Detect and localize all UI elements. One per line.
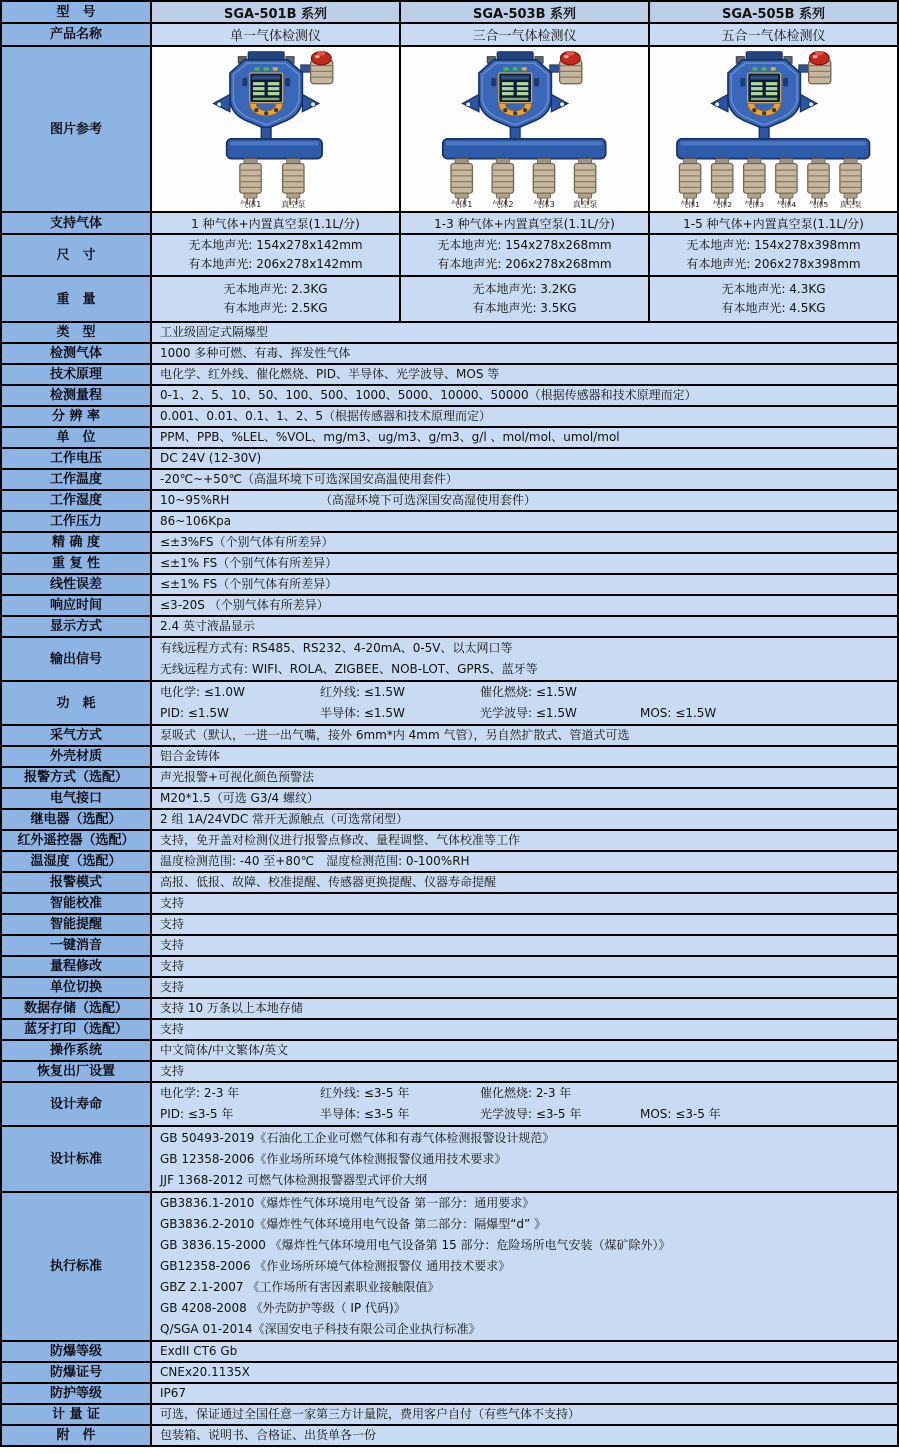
model-row — [2, 2, 897, 22]
dimension-line: 有本地声光: 206x278x142mm — [188, 257, 363, 271]
spec-row-label: 检测气体 — [2, 344, 152, 363]
spec-row-label: 响应时间 — [2, 596, 152, 615]
spec-value-line: 包装箱、说明书、合格证、出货单各一份 — [160, 1428, 377, 1442]
weight-line: 无本地声光: 4.3KG — [721, 282, 826, 296]
sensor-caption: 气体1 — [680, 200, 701, 208]
spec-row-label: 检测量程 — [2, 386, 152, 405]
spec-row-value — [152, 386, 897, 405]
spec-row — [2, 1018, 897, 1039]
spec-value-line — [160, 1083, 897, 1104]
spec-row-value — [152, 344, 897, 363]
spec-row-value — [152, 957, 897, 976]
model-name: SGA-503B 系列 — [401, 2, 650, 22]
spec-row-label: 数据存储（选配） — [2, 999, 152, 1018]
spec-row — [2, 1424, 897, 1445]
spec-row — [2, 871, 897, 892]
spec-row-value — [152, 512, 897, 531]
spec-value-line: GB12358-2006 《作业场所环境气体检测报警仪 通用技术要求》 — [160, 1259, 511, 1273]
spec-row-label: 防爆等级 — [2, 1342, 152, 1361]
spec-row — [2, 766, 897, 787]
gas-detector-image-sga-505b — [672, 50, 874, 208]
spec-row-value — [152, 1020, 897, 1039]
spec-row-label: 温湿度（选配） — [2, 852, 152, 871]
spec-value-line: 泵吸式（默认，一进一出气嘴，接外 6mm*内 4mm 气管），另自然扩散式、管道式可选 — [160, 728, 630, 742]
spec-row — [2, 934, 897, 955]
spec-value-line: 支持，免开盖对检测仪进行报警点修改、量程调整、气体校准等工作 — [160, 833, 521, 847]
spec-value-line: ≤3-20S （个别气体有所差异） — [160, 598, 329, 612]
spec-value-segment: PID: ≤3-5 年 — [160, 1107, 234, 1121]
spec-row-value — [152, 449, 897, 468]
spec-row-label: 恢复出厂设置 — [2, 1062, 152, 1081]
spec-value-line: GB 12358-2006《作业场所环境气体检测报警仪通用技术要求》 — [160, 1151, 507, 1166]
spec-value-segment: 半导体: ≤1.5W — [320, 706, 405, 720]
spec-row — [2, 510, 897, 531]
sensor-caption: 气体1 — [451, 199, 473, 208]
spec-value-segment: （高湿环境下可选深国安高湿使用套件） — [320, 493, 537, 507]
spec-row — [2, 384, 897, 405]
spec-value-line: DC 24V (12-30V) — [160, 451, 262, 465]
spec-row-value — [152, 747, 897, 766]
spec-row-value — [152, 936, 897, 955]
spec-value-line: 86~106Kpa — [160, 514, 232, 528]
spec-row-value — [152, 789, 897, 808]
spec-row — [2, 426, 897, 447]
spec-row-label: 防爆证号 — [2, 1363, 152, 1382]
spec-row — [2, 745, 897, 766]
weight-line: 无本地声光: 3.2KG — [472, 282, 577, 296]
spec-row-value — [152, 1384, 897, 1403]
spec-row-value — [152, 554, 897, 573]
spec-row — [2, 468, 897, 489]
spec-row-value — [152, 831, 897, 850]
dimension-line: 有本地声光: 206x278x398mm — [686, 257, 861, 271]
dimension-line: 无本地声光: 154x278x142mm — [188, 238, 363, 252]
spec-row — [2, 1125, 897, 1191]
spec-row — [2, 1191, 897, 1340]
spec-row-label: 附 件 — [2, 1426, 152, 1445]
spec-row-label: 分 辨 率 — [2, 407, 152, 426]
weight-value — [401, 277, 650, 321]
spec-value-line: GBZ 2.1-2007 《工作场所有害因素职业接触限值》 — [160, 1280, 440, 1294]
spec-value-line: 支持 — [160, 896, 185, 910]
spec-value-line: 2 组 1A/24VDC 常开无源触点（可选常闭型） — [160, 812, 409, 826]
gas-detector-image-sga-503b — [423, 50, 625, 208]
spec-row-label: 智能提醒 — [2, 915, 152, 934]
spec-value-segment: 红外线: ≤1.5W — [320, 685, 405, 699]
spec-row-label: 功 耗 — [2, 682, 152, 724]
spec-row — [2, 913, 897, 934]
sensor-caption: 真空泵 — [281, 199, 306, 208]
dimensions-value — [152, 235, 401, 275]
spec-row-label: 防护等级 — [2, 1384, 152, 1403]
spec-value-line — [160, 1104, 897, 1125]
spec-value-line: PPM、PPB、%LEL、%VOL、mg/m3、ug/m3、g/m3、g/l 、mol/mol、umol/mol — [160, 430, 620, 444]
spec-row — [2, 615, 897, 636]
sensor-caption: 气体4 — [776, 200, 797, 208]
model-name: SGA-505B 系列 — [650, 2, 897, 22]
spec-value-line: 高报、低报、故障、校准提醒、传感器更换提醒、仪器寿命提醒 — [160, 875, 497, 889]
spec-row-label: 输出信号 — [2, 638, 152, 680]
spec-row-value — [152, 323, 897, 342]
spec-row-value — [152, 682, 897, 724]
sensor-caption: 气体2 — [712, 200, 733, 208]
spec-row-label: 显示方式 — [2, 617, 152, 636]
spec-row-label: 精 确 度 — [2, 533, 152, 552]
spec-value-line: 声光报警+可视化颜色预警法 — [160, 770, 315, 784]
spec-row — [2, 573, 897, 594]
spec-row-label: 工作湿度 — [2, 491, 152, 510]
spec-value-segment: MOS: ≤1.5W — [640, 706, 717, 720]
spec-row-label: 一键消音 — [2, 936, 152, 955]
spec-row — [2, 829, 897, 850]
spec-row-label: 智能校准 — [2, 894, 152, 913]
spec-row-value — [152, 365, 897, 384]
product-name: 单一气体检测仪 — [152, 24, 401, 45]
spec-row-value — [152, 1062, 897, 1081]
spec-row — [2, 1060, 897, 1081]
spec-row — [2, 636, 897, 680]
spec-row — [2, 489, 897, 510]
spec-value-segment: 催化燃烧: 2-3 年 — [480, 1086, 572, 1100]
spec-row-label: 工作压力 — [2, 512, 152, 531]
spec-value-line: GB 50493-2019《石油化工企业可燃气体和有毒气体检测报警设计规范》 — [160, 1130, 555, 1145]
dimension-line: 有本地声光: 206x278x268mm — [437, 257, 612, 271]
supported-gas-value: 1-3 种气体+内置真空泵(1.1L/分) — [401, 213, 650, 233]
spec-value-segment: 湿度检测范围: 0-100%RH — [326, 854, 470, 868]
spec-row-label: 操作系统 — [2, 1041, 152, 1060]
spec-value-line: 支持 — [160, 938, 185, 952]
image-reference-row — [2, 45, 897, 211]
spec-row-label: 外壳材质 — [2, 747, 152, 766]
spec-row — [2, 342, 897, 363]
sensor-caption: 气体5 — [809, 200, 829, 208]
spec-value-line — [160, 682, 897, 703]
spec-row-label: 继电器（选配） — [2, 810, 152, 829]
dimensions-value — [650, 235, 897, 275]
spec-row — [2, 808, 897, 829]
spec-value-line: M20*1.5（可选 G3/4 螺纹） — [160, 791, 319, 805]
spec-row — [2, 405, 897, 426]
spec-row-value — [152, 533, 897, 552]
spec-row — [2, 321, 897, 342]
spec-value-line: 支持 — [160, 1064, 185, 1078]
dimensions-label: 尺 寸 — [2, 235, 152, 275]
spec-value-line: ≤±3%FS（个别气体有所差异） — [160, 535, 334, 549]
spec-value-line — [160, 852, 897, 871]
spec-value-line: 支持 — [160, 917, 185, 931]
spec-row — [2, 724, 897, 745]
product-name: 五合一气体检测仪 — [650, 24, 897, 45]
spec-row-value — [152, 470, 897, 489]
gas-detector-image-sga-501b — [174, 50, 376, 208]
sensor-caption: 气体1 — [239, 199, 262, 208]
spec-value-line: 支持 10 万条以上本地存储 — [160, 1001, 303, 1015]
spec-row-label: 执行标准 — [2, 1193, 152, 1340]
dimensions-value — [401, 235, 650, 275]
spec-value-line: 0.001、0.01、0.1、1、2、5（根据传感器和技术原理而定） — [160, 409, 492, 423]
spec-row — [2, 594, 897, 615]
spec-value-segment: 光学波导: ≤1.5W — [480, 706, 577, 720]
spec-value-line: JJF 1368-2012 可燃气体检测报警器型式评价大纲 — [160, 1172, 428, 1187]
product-name-row — [2, 22, 897, 45]
spec-value-line — [160, 491, 897, 510]
spec-value-line: 支持 — [160, 1022, 185, 1036]
spec-row-label: 计 量 证 — [2, 1405, 152, 1424]
spec-row — [2, 447, 897, 468]
spec-value-line: GB 4208-2008 《外壳防护等级（ IP 代码)》 — [160, 1301, 406, 1315]
spec-row-value — [152, 638, 897, 680]
spec-value-line: 有线远程方式有: RS485、RS232、4-20mA、0-5V、以太网口等 — [160, 641, 513, 655]
spec-row-value — [152, 768, 897, 787]
spec-row-value — [152, 428, 897, 447]
spec-value-line: 0-1、2、5、10、50、100、500、1000、5000、10000、50000（根据传感器和技术原理而定） — [160, 388, 697, 402]
spec-value-line: GB 3836.15-2000 《爆炸性气体环境用电气设备第 15 部分：危险场所电气安装（煤矿除外）》 — [160, 1238, 671, 1252]
sensor-caption: 真空泵 — [839, 200, 862, 208]
spec-value-line: 支持 — [160, 959, 185, 973]
spec-value-line: 可选，保证通过全国任意一家第三方计量院，费用客户自付（有些气体不支持） — [160, 1407, 581, 1421]
spec-value-line: 铝合金铸体 — [160, 749, 221, 763]
spec-value-line: 无线远程方式有: WIFI、ROLA、ZIGBEE、NOB-LOT、GPRS、蓝牙等 — [160, 662, 538, 676]
spec-value-line: GB3836.1-2010《爆炸性气体环境用电气设备 第一部分：通用要求》 — [160, 1196, 535, 1210]
spec-row — [2, 787, 897, 808]
spec-row — [2, 892, 897, 913]
spec-row-label: 报警方式（选配） — [2, 768, 152, 787]
spec-row-label: 工作电压 — [2, 449, 152, 468]
spec-row-label: 蓝牙打印（选配） — [2, 1020, 152, 1039]
spec-value-segment: 红外线: ≤3-5 年 — [320, 1086, 410, 1100]
spec-value-segment: 半导体: ≤3-5 年 — [320, 1107, 410, 1121]
weight-line: 有本地声光: 3.5KG — [472, 301, 577, 315]
spec-row-label: 类 型 — [2, 323, 152, 342]
supported-gas-label: 支持气体 — [2, 213, 152, 233]
spec-value-line: IP67 — [160, 1386, 187, 1400]
spec-value-segment: PID: ≤1.5W — [160, 706, 229, 720]
spec-row — [2, 1382, 897, 1403]
model-name: SGA-501B 系列 — [152, 2, 401, 22]
spec-value-line: 中文简体/中文繁体/英文 — [160, 1043, 289, 1057]
spec-value-line — [160, 703, 897, 724]
spec-row — [2, 1340, 897, 1361]
spec-value-line: 支持 — [160, 980, 185, 994]
spec-row-value — [152, 407, 897, 426]
supported-gas-row — [2, 211, 897, 233]
weight-line: 有本地声光: 2.5KG — [223, 301, 328, 315]
spec-row — [2, 850, 897, 871]
spec-row-value — [152, 1342, 897, 1361]
spec-row-label: 设计标准 — [2, 1127, 152, 1191]
sensor-caption: 真空泵 — [573, 199, 598, 208]
weight-value — [650, 277, 897, 321]
spec-row — [2, 552, 897, 573]
spec-row-value — [152, 617, 897, 636]
spec-value-line: ≤±1% FS（个别气体有所差异） — [160, 556, 338, 570]
weight-line: 无本地声光: 2.3KG — [223, 282, 328, 296]
spec-row-value — [152, 1083, 897, 1125]
spec-row-label: 采气方式 — [2, 726, 152, 745]
spec-value-line: CNEx20.1135X — [160, 1365, 250, 1379]
spec-row — [2, 1039, 897, 1060]
spec-row-value — [152, 575, 897, 594]
spec-row-value — [152, 978, 897, 997]
spec-row-label: 重 复 性 — [2, 554, 152, 573]
spec-value-line: GB3836.2-2010《爆炸性气体环境用电气设备 第二部分：隔爆型“d” 》 — [160, 1217, 547, 1231]
dimension-line: 无本地声光: 154x278x398mm — [686, 238, 861, 252]
spec-value-line: 1000 多种可燃、有毒、挥发性气体 — [160, 346, 351, 360]
spec-row-value — [152, 1041, 897, 1060]
spec-value-line: ≤±1% FS（个别气体有所差异） — [160, 577, 338, 591]
spec-row-label: 电气接口 — [2, 789, 152, 808]
spec-row-value — [152, 810, 897, 829]
device-image-cell — [650, 47, 897, 211]
spec-row-label: 单位切换 — [2, 978, 152, 997]
spec-row-label: 线性误差 — [2, 575, 152, 594]
spec-row-value — [152, 1363, 897, 1382]
spec-row — [2, 976, 897, 997]
spec-value-segment: MOS: ≤3-5 年 — [640, 1107, 721, 1121]
spec-value-segment: 电化学: ≤1.0W — [160, 685, 245, 699]
spec-row — [2, 997, 897, 1018]
spec-row-label: 红外遥控器（选配） — [2, 831, 152, 850]
spec-row — [2, 1081, 897, 1125]
weight-line: 有本地声光: 4.5KG — [721, 301, 826, 315]
spec-row-label: 设计寿命 — [2, 1083, 152, 1125]
spec-row-value — [152, 1127, 897, 1191]
spec-row — [2, 363, 897, 384]
spec-value-line: 电化学、红外线、催化燃烧、PID、半导体、光学波导、MOS 等 — [160, 367, 500, 381]
spec-row-value — [152, 1193, 897, 1340]
spec-value-line: 2.4 英寸液晶显示 — [160, 619, 255, 633]
spec-row-value — [152, 873, 897, 892]
product-name-label: 产品名称 — [2, 24, 152, 45]
device-image-cell — [401, 47, 650, 211]
spec-row-value — [152, 999, 897, 1018]
spec-row — [2, 1403, 897, 1424]
spec-row — [2, 1361, 897, 1382]
spec-row-label: 技术原理 — [2, 365, 152, 384]
spec-row — [2, 680, 897, 724]
spec-value-segment: 温度检测范围: -40 至+80℃ — [160, 854, 315, 868]
model-row-label: 型 号 — [2, 2, 152, 22]
dimension-line: 无本地声光: 154x278x268mm — [437, 238, 612, 252]
supported-gas-value: 1 种气体+内置真空泵(1.1L/分) — [152, 213, 401, 233]
spec-value-line: -20℃~+50℃（高温环境下可选深国安高温使用套件） — [160, 472, 458, 486]
image-row-label: 图片参考 — [2, 47, 152, 211]
spec-value-line: ExdII CT6 Gb — [160, 1344, 238, 1358]
spec-row-label: 单 位 — [2, 428, 152, 447]
spec-row-value — [152, 1405, 897, 1424]
weight-value — [152, 277, 401, 321]
spec-row — [2, 531, 897, 552]
spec-value-segment: 10~95%RH — [160, 493, 230, 507]
weight-label: 重 量 — [2, 277, 152, 321]
spec-row-value — [152, 726, 897, 745]
spec-row-value — [152, 894, 897, 913]
spec-row-value — [152, 852, 897, 871]
dimensions-row — [2, 233, 897, 275]
spec-row-label: 量程修改 — [2, 957, 152, 976]
spec-row-value — [152, 596, 897, 615]
spec-row-value — [152, 491, 897, 510]
spec-value-segment: 催化燃烧: ≤1.5W — [480, 685, 577, 699]
spec-row-label: 工作温度 — [2, 470, 152, 489]
device-image-cell — [152, 47, 401, 211]
sensor-caption: 气体3 — [533, 199, 556, 208]
sensor-caption: 气体2 — [492, 199, 514, 208]
supported-gas-value: 1-5 种气体+内置真空泵(1.1L/分) — [650, 213, 897, 233]
sensor-caption: 气体3 — [744, 200, 765, 208]
spec-row-value — [152, 1426, 897, 1445]
spec-row-value — [152, 915, 897, 934]
spec-value-line: Q/SGA 01-2014《深国安电子科技有限公司企业执行标准》 — [160, 1322, 481, 1336]
spec-row — [2, 955, 897, 976]
spec-row-label: 报警模式 — [2, 873, 152, 892]
weight-row — [2, 275, 897, 321]
product-name: 三合一气体检测仪 — [401, 24, 650, 45]
spec-value-line: 工业级固定式隔爆型 — [160, 325, 269, 339]
spec-value-segment: 电化学: 2-3 年 — [160, 1086, 240, 1100]
spec-value-segment: 光学波导: ≤3-5 年 — [480, 1107, 582, 1121]
